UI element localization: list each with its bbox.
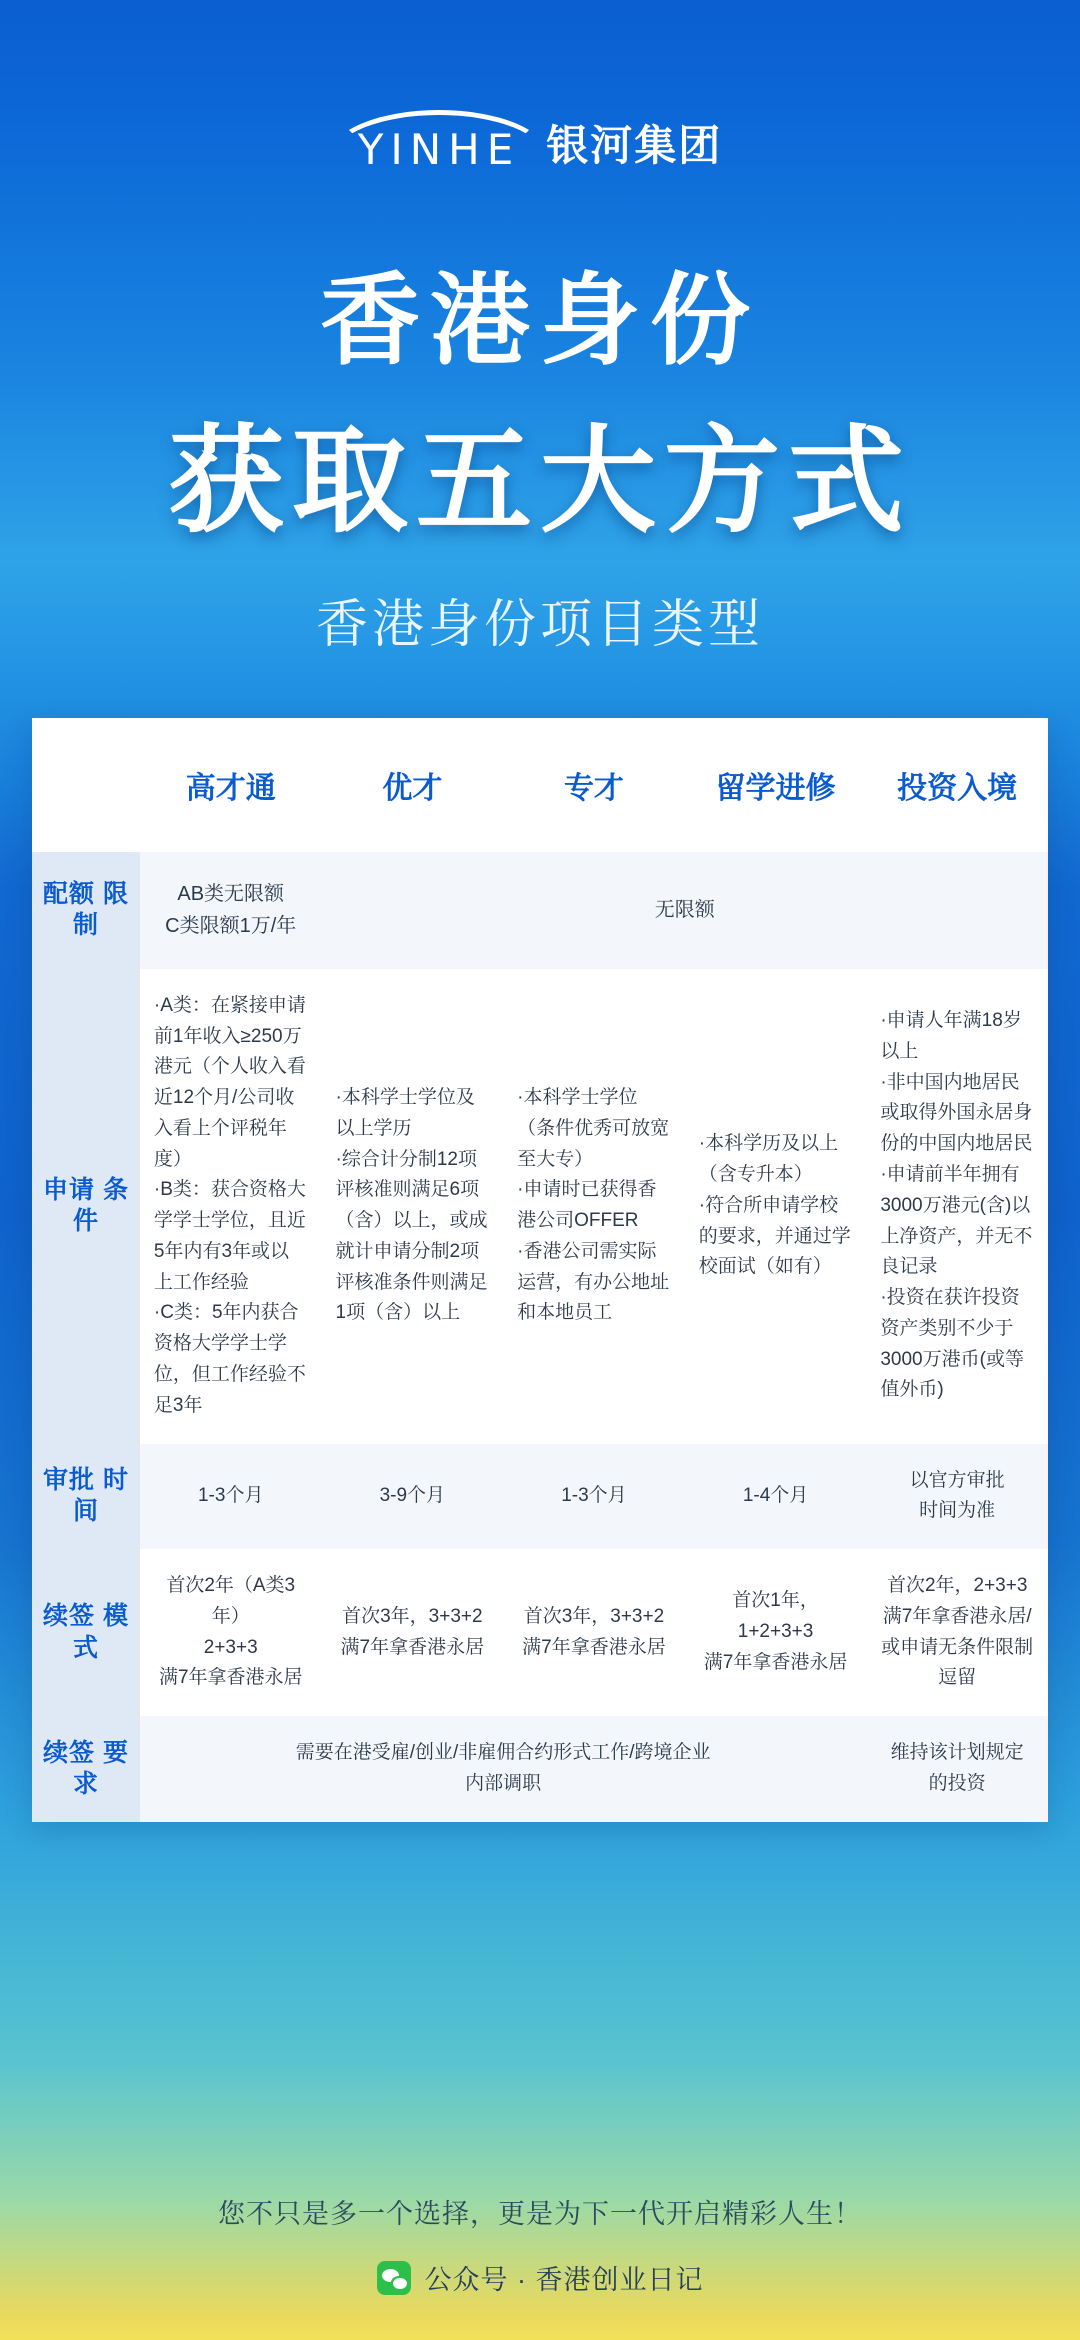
cell-renewal-liuxue: 首次1年，1+2+3+3 满7年拿香港永居 (685, 1549, 867, 1716)
row-label-renewal-requirement: 续签 要求 (32, 1716, 140, 1822)
table-row-renewal-mode (32, 1549, 1048, 1716)
headline-subtitle: 香港身份项目类型 (315, 596, 764, 654)
headline-line-1: 香港身份 (320, 265, 760, 377)
footer-slogan: 您不只是多一个选择，更是为下一代开启精彩人生！ (218, 2199, 862, 2229)
headline-line-2: 获取五大方式 (168, 416, 912, 546)
brand-name: 银河集团 (546, 122, 723, 169)
yinhe-arc-logo-icon (358, 112, 521, 174)
row-label-conditions: 申请 条件 (32, 969, 140, 1444)
cell-conditions-gaocaitong: ·A类：在紧接申请前1年收入≥250万港元（个人收入看近12个月/公司收入看上个评税年度） ·B类：获合资格大学学士学位，且近5年内有3年或以上工作经验 ·C类：5年内获合资格大学学士学位，但工作经验不足3年 (140, 969, 322, 1444)
table-header-row (32, 718, 1048, 852)
cell-conditions-touzi: ·申请人年满18岁以上 ·非中国内地居民或取得外国永居身份的中国内地居民 ·申请前半年拥有3000万港元(含)以上净资产，并无不良记录 ·投资在获许投资资产类别不少于3000万港币(或等值外币) (866, 969, 1048, 1444)
cell-time-zhuancai: 1-3个月 (503, 1444, 685, 1550)
column-header-gaocaitong: 高才通 (140, 718, 322, 852)
cell-quota-gaocaitong: AB类无限额 C类限额1万/年 (140, 852, 322, 969)
cell-conditions-liuxue: ·本科学历及以上（含专升本） ·符合所申请学校的要求，并通过学校面试（如有） (685, 969, 867, 1444)
row-label-quota: 配额 限制 (32, 852, 140, 969)
cell-conditions-youcai: ·本科学士学位及以上学历 ·综合计分制12项评核准则满足6项（含）以上，或成就计申请分制2项评核准条件则满足1项（含）以上 (322, 969, 504, 1444)
column-header-touzi: 投资入境 (866, 718, 1048, 852)
table-row-renewal-requirement (32, 1716, 1048, 1822)
footer-account (0, 2258, 1080, 2297)
column-header-zhuancai: 专才 (503, 718, 685, 852)
table-row-processing-time (32, 1444, 1048, 1550)
row-label-processing-time: 审批 时间 (32, 1444, 140, 1550)
cell-renewal-zhuancai: 首次3年，3+3+2 满7年拿香港永居 (503, 1549, 685, 1716)
cell-time-youcai: 3-9个月 (322, 1444, 504, 1550)
cell-quota-unlimited-merged: 无限额 (322, 852, 1048, 969)
logo-wordmark: YINHE (357, 125, 521, 174)
cell-time-gaocaitong: 1-3个月 (140, 1444, 322, 1550)
row-label-renewal-mode: 续签 模式 (32, 1549, 140, 1716)
header-corner (32, 718, 140, 852)
column-header-liuxue: 留学进修 (685, 718, 867, 852)
comparison-table (32, 718, 1048, 1822)
wechat-icon (377, 2261, 411, 2295)
cell-time-touzi: 以官方审批 时间为准 (866, 1444, 1048, 1550)
column-header-youcai: 优才 (322, 718, 504, 852)
cell-renewal-req-touzi: 维持该计划规定 的投资 (866, 1716, 1048, 1822)
cell-renewal-req-merged: 需要在港受雇/创业/非雇佣合约形式工作/跨境企业 内部调职 (140, 1716, 866, 1822)
table-row-quota (32, 852, 1048, 969)
cell-time-liuxue: 1-4个月 (685, 1444, 867, 1550)
brand-header (0, 112, 1080, 174)
cell-renewal-youcai: 首次3年，3+3+2 满7年拿香港永居 (322, 1549, 504, 1716)
cell-conditions-zhuancai: ·本科学士学位（条件优秀可放宽至大专） ·申请时已获得香港公司OFFER ·香港公司需实际运营，有办公地址和本地员工 (503, 969, 685, 1444)
cell-renewal-gaocaitong: 首次2年（A类3年） 2+3+3 满7年拿香港永居 (140, 1549, 322, 1716)
table-row-conditions (32, 969, 1048, 1444)
cell-renewal-touzi: 首次2年，2+3+3 满7年拿香港永居/ 或申请无条件限制 逗留 (866, 1549, 1048, 1716)
footer-account-text: 公众号 · 香港创业日记 (424, 2265, 704, 2295)
